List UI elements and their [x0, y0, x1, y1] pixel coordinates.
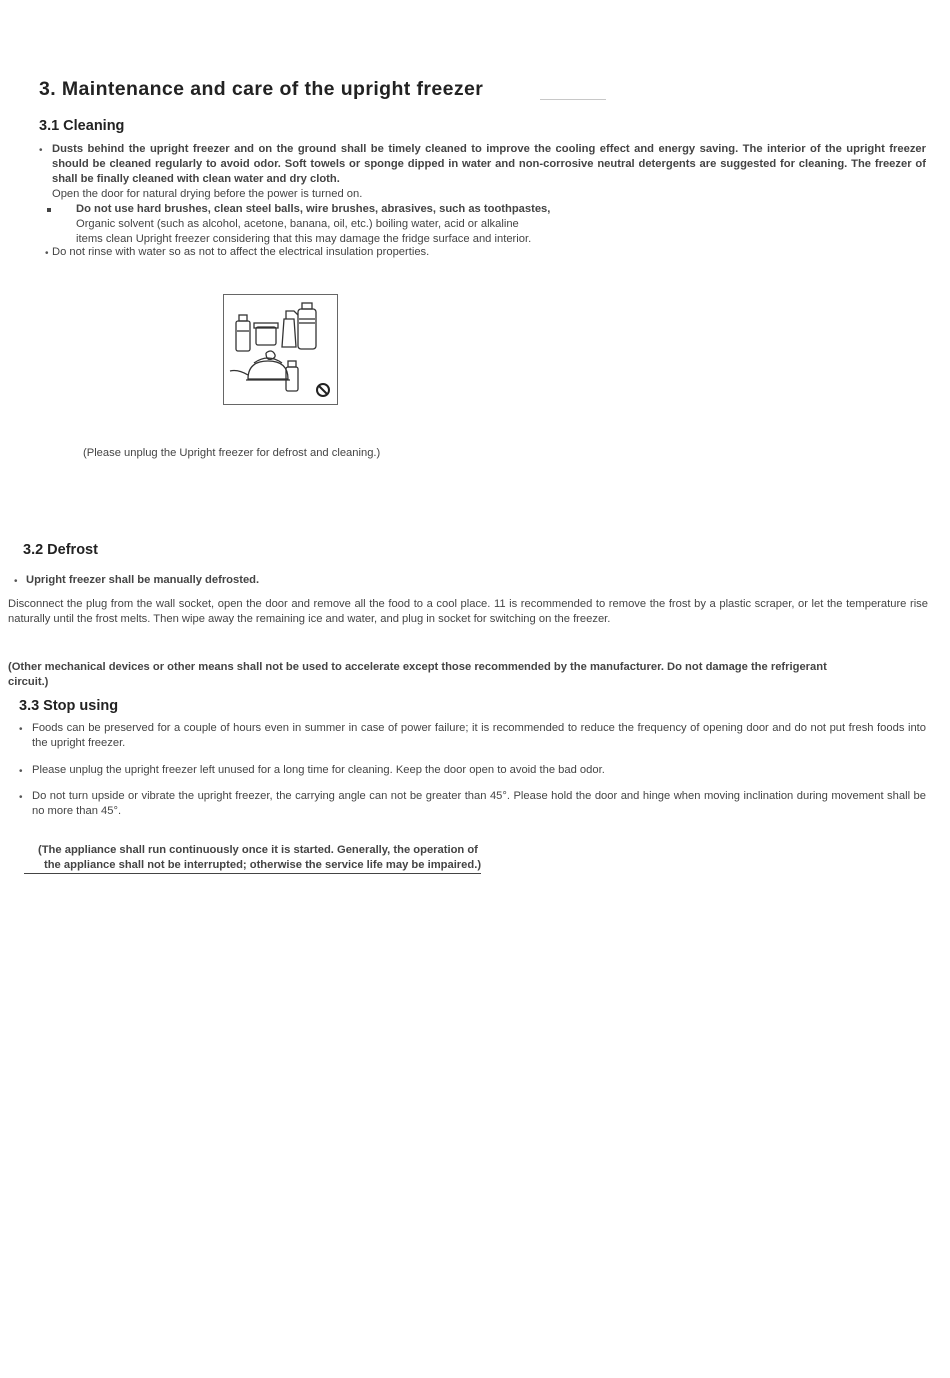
- bullet-dot: •: [39, 145, 43, 156]
- stop-using-note-line-2: the appliance shall not be interrupted; otherwise the service life may be impaired.): [24, 858, 481, 874]
- cleaning-paragraph-1: Dusts behind the upright freezer and on the ground shall be timely cleaned to improve the cooling effect and energy saving. The interior of the upright freezer should be cleaned regularly to avoid odor. Soft towels or sponge dipped in water and non-corrosive neutral detergents are suggested for cleaning. The freezer of shall be finally cleaned with clean water and dry cloth.: [52, 143, 926, 185]
- stop-using-bullet-2: Please unplug the upright freezer left unused for a long time for cleaning. Keep the door open to avoid the bad odor.: [32, 764, 605, 776]
- bullet-dot: •: [19, 724, 23, 735]
- stop-using-note-line-1: (The appliance shall run continuously once it is started. Generally, the operation of: [38, 844, 478, 856]
- defrost-heading: 3.2 Defrost: [23, 542, 98, 558]
- bullet-dot: •: [14, 576, 18, 587]
- bullet-dot: •: [45, 248, 49, 259]
- bullet-square: [47, 208, 51, 212]
- cleaning-bullet-3: Do not rinse with water so as not to affect the electrical insulation properties.: [52, 246, 430, 258]
- cleaning-bullet-2-line-2: Organic solvent (such as alcohol, acetone, banana, oil, etc.) boiling water, acid or alkaline: [76, 218, 519, 230]
- cleaning-products-prohibited-illustration: [223, 294, 338, 405]
- stop-using-bullet-1: Foods can be preserved for a couple of hours even in summer in case of power failure; it is recommended to reduce the frequency of opening door and do not put fresh foods into the upright freezer.: [32, 722, 926, 749]
- stop-using-heading: 3.3 Stop using: [19, 698, 119, 714]
- cleaning-heading: 3.1 Cleaning: [39, 118, 125, 134]
- cleaning-bullet-2-line-1: Do not use hard brushes, clean steel balls, wire brushes, abrasives, such as toothpastes,: [76, 203, 551, 215]
- defrost-bullet-1: Upright freezer shall be manually defrosted.: [26, 574, 260, 586]
- cleaning-products-icon: [224, 295, 337, 404]
- section-title: 3. Maintenance and care of the upright freezer: [39, 78, 484, 100]
- bullet-dot: •: [19, 766, 23, 777]
- cleaning-paragraph-1-drying: Open the door for natural drying before the power is turned on.: [52, 188, 363, 200]
- cleaning-bullet-2-line-3: items clean Upright freezer considering that this may damage the fridge surface and interior.: [76, 233, 532, 245]
- cleaning-caption: (Please unplug the Upright freezer for defrost and cleaning.): [83, 447, 381, 459]
- bullet-dot: •: [19, 792, 23, 803]
- defrost-paragraph-1: Disconnect the plug from the wall socket, open the door and remove all the food to a cool place. 11 is recommended to remove the frost by a plastic scraper, or let the temperature rise naturally until the frost melts. Then wipe away the remaining ice and water, and plug in socket for switching on the freezer.: [8, 598, 928, 625]
- defrost-paragraph-2: (Other mechanical devices or other means shall not be used to accelerate except those recommended by the manufacturer. Do not damage the refrigerant circuit.): [8, 661, 827, 688]
- stop-using-bullet-3: Do not turn upside or vibrate the upright freezer, the carrying angle can not be greater than 45°. Please hold the door and hinge when moving inclination during movement shall be no more than 45°.: [32, 790, 926, 817]
- title-underline: [540, 99, 606, 100]
